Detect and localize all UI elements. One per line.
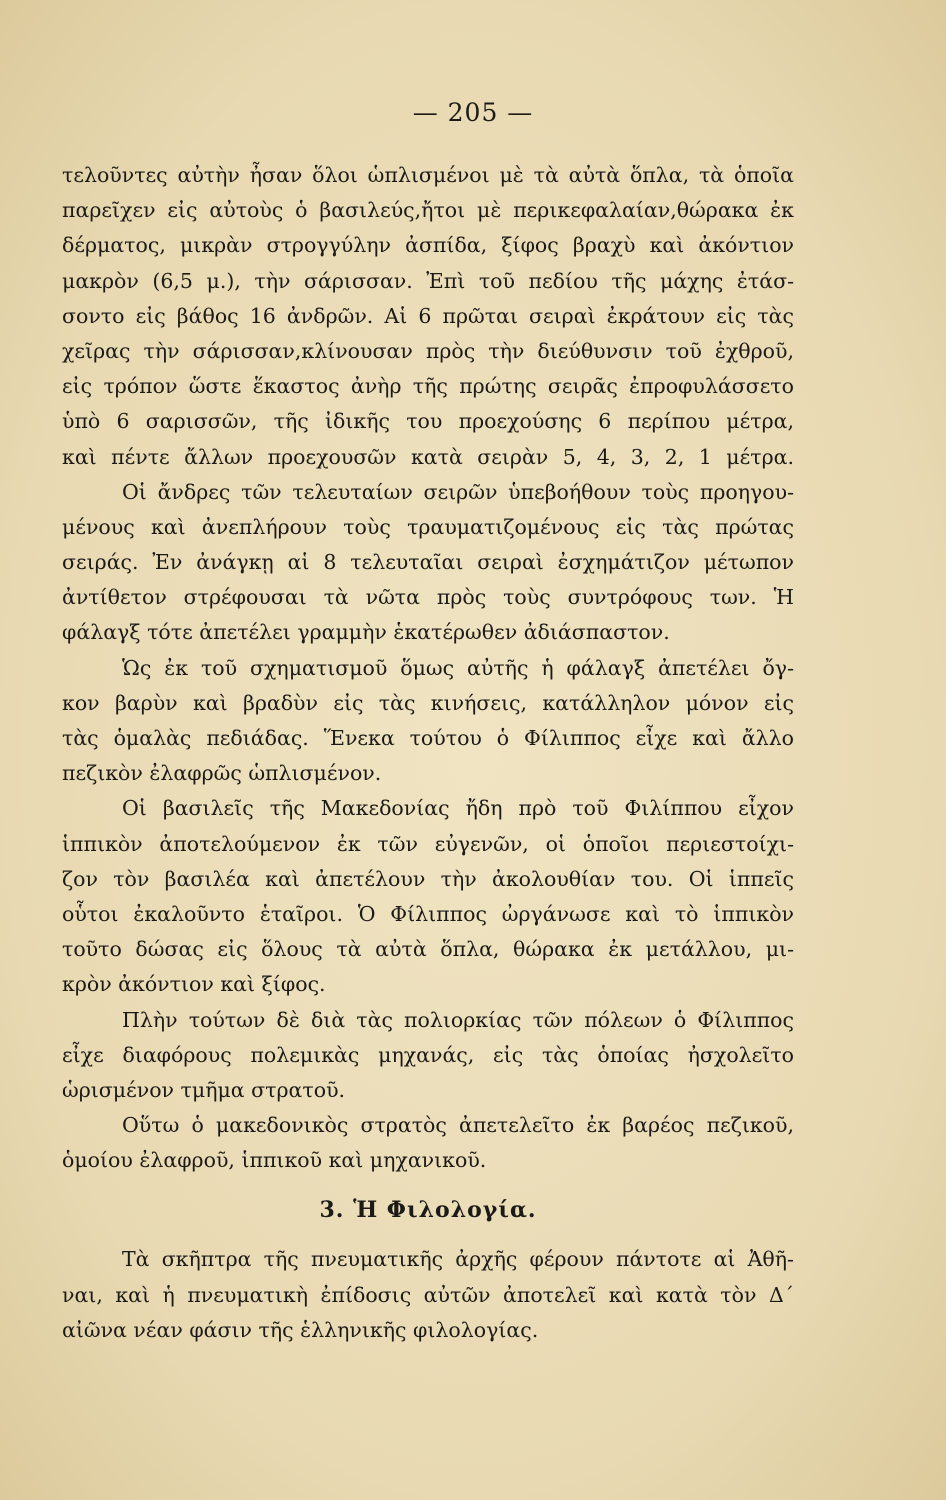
- text-line: ἀντίθετον στρέφουσαι τὰ νῶτα πρὸς τοὺς συντρόφους των. Ἡ: [62, 585, 794, 610]
- text-line: σοντο εἰς βάθος 16 ἀνδρῶν. Αἱ 6 πρῶται σειραὶ ἐκράτουν εἰς τὰς: [62, 303, 794, 328]
- text-line: τὰς ὁμαλὰς πεδιάδας. Ἕνεκα τούτου ὁ Φίλιππος εἶχε καὶ ἄλλο: [62, 726, 794, 750]
- text-line: ναι, καὶ ἡ πνευματικὴ ἐπίδοσις αὐτῶν ἀποτελεῖ καὶ κατὰ τὸν Δ΄: [62, 1282, 794, 1307]
- text-line: σειράς. Ἐν ἀνάγκῃ αἱ 8 τελευταῖαι σειραὶ ἐσχημάτιζον μέτωπον: [62, 550, 794, 575]
- section-heading: 3. Ἡ Φιλολογία.: [319, 1197, 537, 1224]
- page-number: — 205 —: [412, 98, 534, 127]
- text-line: δέρματος, μικρὰν στρογγύλην ἀσπίδα, ξίφος βραχὺ καὶ ἀκόντιον: [62, 233, 794, 258]
- text-line: κον βαρὺν καὶ βραδὺν εἰς τὰς κινήσεις, κατάλληλον μόνον εἰς: [62, 690, 794, 715]
- text-line: ὁμοίου ἐλαφροῦ, ἱππικοῦ καὶ μηχανικοῦ.: [62, 1148, 487, 1173]
- text-line: αἰῶνα νέαν φάσιν τῆς ἑλληνικῆς φιλολογίας.: [62, 1317, 539, 1342]
- text-line: κρὸν ἀκόντιον καὶ ξίφος.: [62, 972, 326, 997]
- text-line: Πλὴν τούτων δὲ διὰ τὰς πολιορκίας τῶν πόλεων ὁ Φίλιππος: [122, 1007, 794, 1032]
- text-line: Ὡς ἐκ τοῦ σχηματισμοῦ ὅμως αὐτῆς ἡ φάλαγξ ἀπετέλει ὄγ-: [122, 655, 794, 680]
- text-line: καὶ πέντε ἄλλων προεχουσῶν κατὰ σειρὰν 5, 4, 3, 2, 1 μέτρα.: [62, 444, 794, 469]
- text-line: εἶχε διαφόρους πολεμικὰς μηχανάς, εἰς τὰς ὁποίας ἠσχολεῖτο: [62, 1042, 794, 1067]
- text-line: μένους καὶ ἀνεπλήρουν τοὺς τραυματιζομένους εἰς τὰς πρώτας: [62, 514, 794, 539]
- text-line: ὡρισμένον τμῆμα στρατοῦ.: [62, 1077, 346, 1102]
- text-line: οὗτοι ἐκαλοῦντο ἑταῖροι. Ὁ Φίλιππος ὠργάνωσε καὶ τὸ ἱππικὸν: [62, 901, 794, 926]
- text-line: τοῦτο δώσας εἰς ὅλους τὰ αὐτὰ ὅπλα, θώρακα ἐκ μετάλλου, μι-: [62, 937, 794, 962]
- text-line: Οἱ βασιλεῖς τῆς Μακεδονίας ἤδη πρὸ τοῦ Φιλίππου εἶχον: [122, 796, 794, 821]
- page-body: [62, 158, 794, 1348]
- text-line: Τὰ σκῆπτρα τῆς πνευματικῆς ἀρχῆς φέρουν πάντοτε αἱ Ἀθῆ-: [122, 1247, 794, 1272]
- text-line: πεζικὸν ἐλαφρῶς ὡπλισμένον.: [62, 761, 382, 786]
- text-line: παρεῖχεν εἰς αὐτοὺς ὁ βασιλεύς,ἤτοι μὲ περικεφαλαίαν,θώρακα ἐκ: [62, 198, 794, 223]
- text-line: εἰς τρόπον ὥστε ἕκαστος ἀνὴρ τῆς πρώτης σειρᾶς ἐπροφυλάσσετο: [62, 374, 794, 399]
- text-line: ὑπὸ 6 σαρισσῶν, τῆς ἰδικῆς του προεχούσης 6 περίπου μέτρα,: [62, 409, 794, 434]
- text-line: Οὕτω ὁ μακεδονικὸς στρατὸς ἀπετελεῖτο ἐκ βαρέος πεζικοῦ,: [122, 1113, 794, 1138]
- text-line: τελοῦντες αὐτὴν ἦσαν ὅλοι ὡπλισμένοι μὲ τὰ αὐτὰ ὅπλα, τὰ ὁποῖα: [62, 163, 794, 187]
- text-line: ἱππικὸν ἀποτελούμενον ἐκ τῶν εὐγενῶν, οἱ ὁποῖοι περιεστοίχι-: [62, 831, 794, 856]
- text-line: φάλαγξ τότε ἀπετέλει γραμμὴν ἑκατέρωθεν ἀδιάσπαστον.: [62, 620, 670, 645]
- text-line: χεῖρας τὴν σάρισσαν,κλίνουσαν πρὸς τὴν διεύθυνσιν τοῦ ἐχθροῦ,: [62, 338, 794, 363]
- text-line: μακρὸν (6,5 μ.), τὴν σάρισσαν. Ἐπὶ τοῦ πεδίου τῆς μάχης ἐτάσ-: [62, 268, 794, 293]
- text-line: ζον τὸν βασιλέα καὶ ἀπετέλουν τὴν ἀκολουθίαν του. Οἱ ἱππεῖς: [62, 866, 794, 891]
- text-line: Οἱ ἄνδρες τῶν τελευταίων σειρῶν ὑπεβοήθουν τοὺς προηγου-: [122, 479, 794, 504]
